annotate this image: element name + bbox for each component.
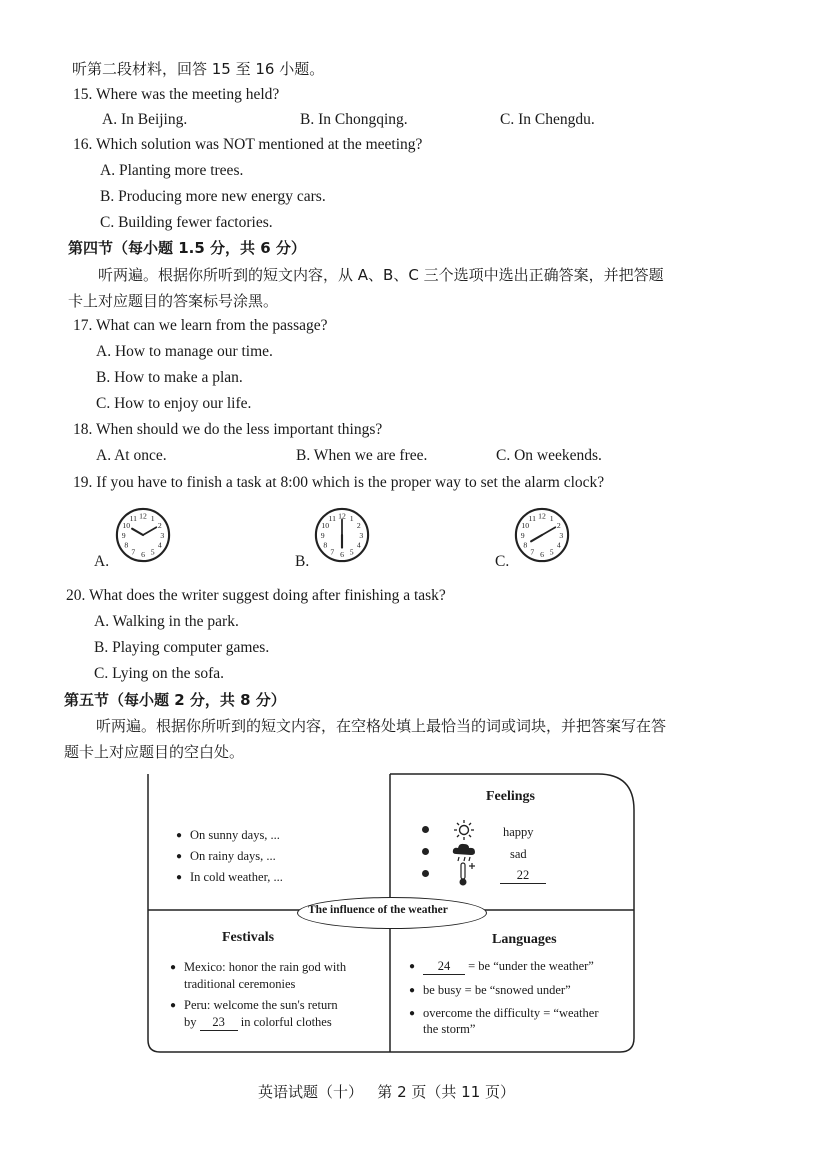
clock-numeral: 7 [131,547,136,557]
clock-hour-hand [531,535,542,541]
q17-option-c[interactable]: C. How to enjoy our life. [96,395,252,412]
alarm-clock-icon [114,506,172,564]
clock-numeral: 12 [338,511,346,521]
q20-option-a[interactable]: A. Walking in the park. [94,613,239,630]
clock-numeral: 4 [157,540,162,550]
clock-numeral: 4 [556,540,561,550]
q20-option-c[interactable]: C. Lying on the sofa. [94,665,225,682]
mindmap-center-label: The influence of the weather [308,904,448,916]
cloud-rain-icon [451,842,477,862]
festival-mexico-line2: traditional ceremonies [184,977,296,991]
sun-icon [453,819,475,841]
festival-peru-rest: in colorful clothes [240,1015,332,1029]
clock-numeral: 10 [521,521,530,531]
section5-instruction-1: 听两遍。根据你所听到的短文内容，在空格处填上最恰当的词或词块，并把答案写在答 [96,717,667,735]
q16-option-a[interactable]: A. Planting more trees. [100,162,244,179]
clock-numeral: 2 [356,521,361,531]
clock-minute-hand [542,527,555,535]
clock-numeral: 5 [549,547,554,557]
clock-numeral: 8 [323,540,328,550]
q18-stem: 18. When should we do the less important things? [73,421,383,438]
clock-numeral: 7 [530,547,535,557]
clock-numeral: 12 [538,511,546,521]
feeling-happy: happy [503,825,534,839]
clock-numeral: 6 [540,550,544,560]
section4-heading: 第四节（每小题 1.5 分，共 6 分） [68,239,306,257]
language-item-2: ● be busy = be “snowed under” [423,982,571,998]
clock-numeral: 1 [150,514,155,524]
language-item-1-rest: = be “under the weather” [468,959,594,973]
q19-option-c-label: C. [495,553,510,570]
language-item-1 [423,958,594,975]
alarm-clock-icon [513,506,571,564]
page-footer: 英语试题（十） 第 2 页（共 11 页） [258,1083,516,1101]
clock-numeral: 9 [121,530,126,540]
clock-numeral: 3 [559,530,564,540]
clock-numeral: 2 [556,521,561,531]
feelings-bullet [422,848,429,855]
q16-stem: 16. Which solution was NOT mentioned at the meeting? [73,136,423,153]
clock-numeral: 5 [349,547,354,557]
language-item-3-line2: the storm” [423,1022,476,1036]
q15-option-c[interactable]: C. In Chengdu. [500,111,595,128]
feelings-bullet [422,826,429,833]
clock-numeral: 5 [150,547,155,557]
section4-instruction-2: 卡上对应题目的答案标号涂黑。 [68,292,279,310]
q20-stem: 20. What does the writer suggest doing after finishing a task? [66,587,446,604]
clock-numeral: 1 [549,514,554,524]
q18-option-b[interactable]: B. When we are free. [296,447,428,464]
q19-stem: 19. If you have to finish a task at 8:00 which is the proper way to set the alarm clock? [73,474,605,491]
q17-option-b[interactable]: B. How to make a plan. [96,369,243,386]
q17-option-a[interactable]: A. How to manage our time. [96,343,273,360]
weather-item-rainy: ● On rainy days, ... [190,848,276,864]
q15-option-b[interactable]: B. In Chongqing. [300,111,408,128]
clock-numeral: 3 [160,530,165,540]
festival-peru-by: by [184,1015,197,1029]
languages-title: Languages [492,932,557,947]
blank-24[interactable]: 24 [423,958,465,975]
section3-instruction: 听第二段材料，回答 15 至 16 小题。 [72,60,325,78]
q20-option-b[interactable]: B. Playing computer games. [94,639,270,656]
clock-numeral: 1 [349,514,354,524]
q18-option-a[interactable]: A. At once. [96,447,167,464]
q16-option-b[interactable]: B. Producing more new energy cars. [100,188,326,205]
language-item-3-line1: ● overcome the difficulty = “weather [423,1005,599,1021]
clock-minute-hand [143,527,156,535]
clock-numeral: 3 [359,530,364,540]
festival-peru-line1: ● Peru: welcome the sun's return [184,997,338,1013]
section5-heading: 第五节（每小题 2 分，共 8 分） [64,691,286,709]
festival-mexico-line1: ● Mexico: honor the rain god with [184,959,346,975]
q19-option-b-label: B. [295,553,310,570]
festivals-title: Festivals [222,930,275,945]
clock-numeral: 12 [139,511,147,521]
clock-numeral: 11 [528,514,537,524]
clock-numeral: 10 [122,521,131,531]
feelings-title: Feelings [486,789,535,804]
q15-option-a[interactable]: A. In Beijing. [102,111,188,128]
clock-numeral: 6 [340,550,344,560]
clock-numeral: 9 [520,530,525,540]
thermometer-icon [457,861,477,887]
q18-option-c[interactable]: C. On weekends. [496,447,602,464]
weather-item-cold: ● In cold weather, ... [190,869,283,885]
clock-hour-hand [132,529,143,535]
festival-peru-line2 [184,1014,332,1031]
clock-numeral: 2 [157,521,162,531]
clock-numeral: 8 [124,540,129,550]
section5-instruction-2: 题卡上对应题目的空白处。 [64,743,245,761]
blank-22[interactable]: 22 [500,867,546,884]
q15-stem: 15. Where was the meeting held? [73,86,280,103]
q16-option-c[interactable]: C. Building fewer factories. [100,214,273,231]
section4-instruction-1: 听两遍。根据你所听到的短文内容，从 A、B、C 三个选项中选出正确答案，并把答题 [98,266,664,284]
clock-numeral: 6 [141,550,145,560]
feeling-sad: sad [510,847,527,861]
clock-numeral: 4 [356,540,361,550]
clock-numeral: 10 [321,521,330,531]
clock-numeral: 7 [330,547,335,557]
blank-23[interactable]: 23 [200,1014,238,1031]
feelings-bullet [422,870,429,877]
q19-option-a-label: A. [94,553,110,570]
clock-numeral: 9 [320,530,325,540]
clock-numeral: 11 [129,514,138,524]
weather-item-sunny: ● On sunny days, ... [190,827,280,843]
clock-numeral: 11 [328,514,337,524]
clock-numeral: 8 [523,540,528,550]
alarm-clock-icon [313,506,371,564]
q17-stem: 17. What can we learn from the passage? [73,317,328,334]
